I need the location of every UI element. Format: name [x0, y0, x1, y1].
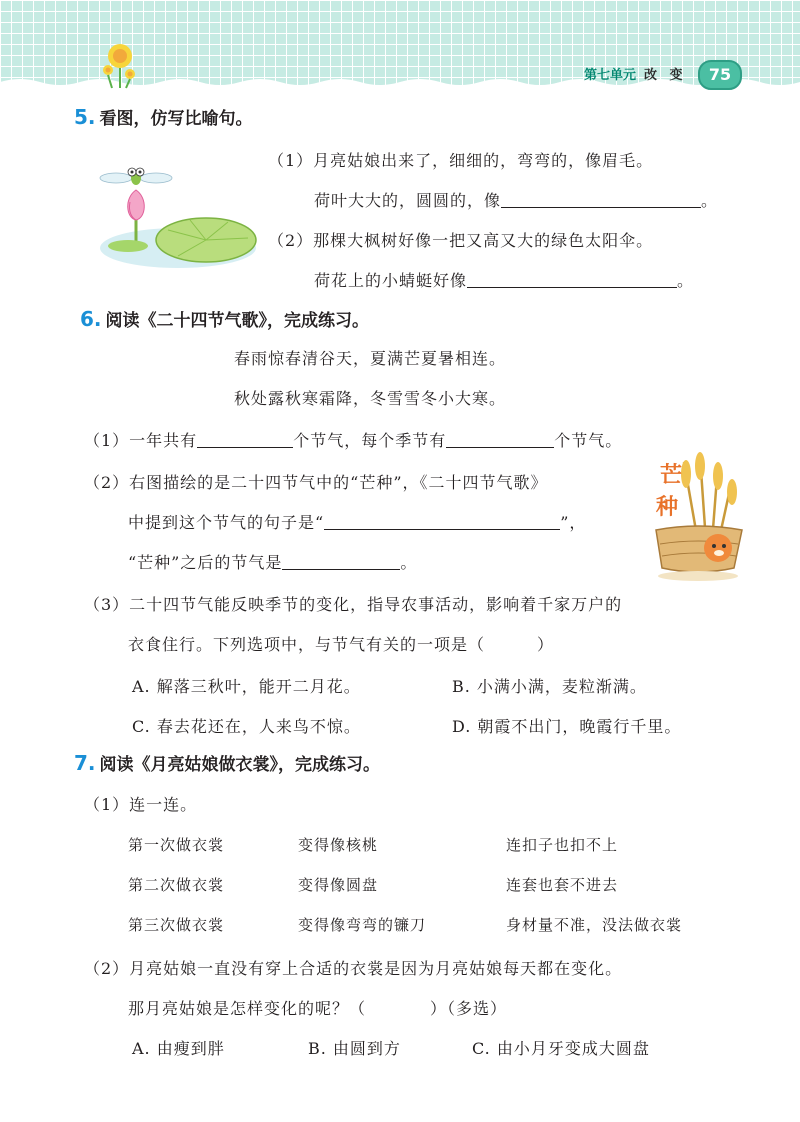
q6-sub2-part-b: ”， [560, 513, 587, 532]
match-middle-2[interactable]: 变得像圆盘 [298, 876, 379, 894]
q7-option-a[interactable]: A. 由瘦到胖 [132, 1039, 225, 1058]
question-7-title [74, 750, 380, 775]
q5-item2-example: （2）那棵大枫树好像一把又高又大的绿色太阳伞。 [268, 231, 654, 250]
q6-option-c[interactable]: C. 春去花还在，人来鸟不惊。 [132, 717, 361, 736]
q6-sub1-part-b: 个节气，每个季节有 [293, 431, 447, 450]
match-middle-1[interactable]: 变得像核桃 [298, 836, 379, 854]
answer-blank[interactable] [324, 513, 560, 530]
q5-item2-prompt: 荷花上的小蜻蜓好像 [314, 271, 468, 290]
q6-sub2-part-c: “芒种”之后的节气是 [128, 553, 283, 572]
poem-line-1: 春雨惊春清谷天，夏满芒夏暑相连。 [234, 349, 507, 368]
q6-sub3-line1: （3）二十四节气能反映季节的变化，指导农事活动，影响着千家万户的 [84, 595, 623, 614]
end-mark: 。 [677, 271, 695, 290]
answer-blank[interactable] [282, 553, 400, 570]
q7-sub2-line1: （2）月亮姑娘一直没有穿上合适的衣裳是因为月亮姑娘每天都在变化。 [84, 959, 623, 978]
image-label-mang: 芒 [660, 463, 683, 488]
q7-option-c[interactable]: C. 由小月牙变成大圆盘 [472, 1039, 650, 1058]
q5-item1-prompt-line [314, 188, 718, 211]
multi-select-note: ）（多选） [430, 999, 508, 1018]
question-text: 阅读《二十四节气歌》，完成练习。 [105, 311, 370, 331]
q6-option-a[interactable]: A. 解落三秋叶，能开二月花。 [132, 677, 361, 696]
poem-line-2: 秋处露秋寒霜降，冬雪雪冬小大寒。 [234, 389, 507, 408]
answer-blank[interactable] [501, 191, 701, 208]
sunflower-icon [100, 40, 140, 90]
match-left-2[interactable]: 第二次做衣裳 [128, 876, 225, 894]
match-right-1[interactable]: 连扣子也扣不上 [506, 836, 619, 854]
q6-sub1-part-c: 个节气。 [554, 431, 623, 450]
mangzhong-wheat-illustration [648, 452, 748, 582]
q6-sub3-line2 [128, 632, 554, 655]
question-number: 6. [80, 307, 102, 331]
q6-sub2-part-d: 。 [400, 553, 418, 572]
match-left-3[interactable]: 第三次做衣裳 [128, 916, 225, 934]
question-number: 5. [74, 105, 96, 129]
question-text: 阅读《月亮姑娘做衣裳》，完成练习。 [99, 755, 381, 775]
match-left-1[interactable]: 第一次做衣裳 [128, 836, 225, 854]
unit-label: 第七单元 [584, 68, 637, 83]
close-paren: ） [537, 635, 555, 654]
answer-blank[interactable] [467, 271, 677, 288]
q7-sub2-prompt: 那月亮姑娘是怎样变化的呢？（ [128, 999, 367, 1018]
match-middle-3[interactable]: 变得像弯弯的镰刀 [298, 916, 427, 934]
image-label-zhong: 种 [656, 495, 679, 520]
question-text: 看图，仿写比喻句。 [99, 109, 253, 129]
answer-blank[interactable] [446, 431, 554, 448]
match-right-2[interactable]: 连套也套不进去 [506, 876, 619, 894]
q7-sub1-title: （1）连一连。 [84, 795, 198, 814]
q6-sub2-line2 [128, 510, 586, 533]
q6-sub1-part-a: （1）一年共有 [84, 431, 198, 450]
answer-blank[interactable] [197, 431, 293, 448]
question-number: 7. [74, 751, 96, 775]
match-right-3[interactable]: 身材量不准，没法做衣裳 [506, 916, 683, 934]
lotus-dragonfly-illustration [98, 160, 258, 270]
unit-title: 改 变 [644, 68, 687, 83]
q6-sub2-part-a: 中提到这个节气的句子是“ [128, 513, 325, 532]
q5-item2-prompt-line [314, 268, 694, 291]
page-number: 75 [698, 60, 742, 90]
q7-sub2-line2 [128, 996, 507, 1019]
q6-sub1 [84, 428, 622, 451]
q6-sub3-prompt: 衣食住行。下列选项中，与节气有关的一项是（ [128, 635, 486, 654]
q6-sub2-line3 [128, 550, 417, 573]
q5-item1-example: （1）月亮姑娘出来了，细细的，弯弯的，像眉毛。 [268, 151, 654, 170]
question-6-title [80, 306, 369, 331]
q6-option-d[interactable]: D. 朝霞不出门，晚霞行千里。 [452, 717, 682, 736]
end-mark: 。 [701, 191, 719, 210]
q7-option-b[interactable]: B. 由圆到方 [308, 1039, 401, 1058]
q6-option-b[interactable]: B. 小满小满，麦粒渐满。 [452, 677, 647, 696]
q6-sub2-line1: （2）右图描绘的是二十四节气中的“芒种”，《二十四节气歌》 [84, 473, 548, 492]
q5-item1-prompt: 荷叶大大的，圆圆的，像 [314, 191, 502, 210]
question-5-title [74, 104, 253, 129]
